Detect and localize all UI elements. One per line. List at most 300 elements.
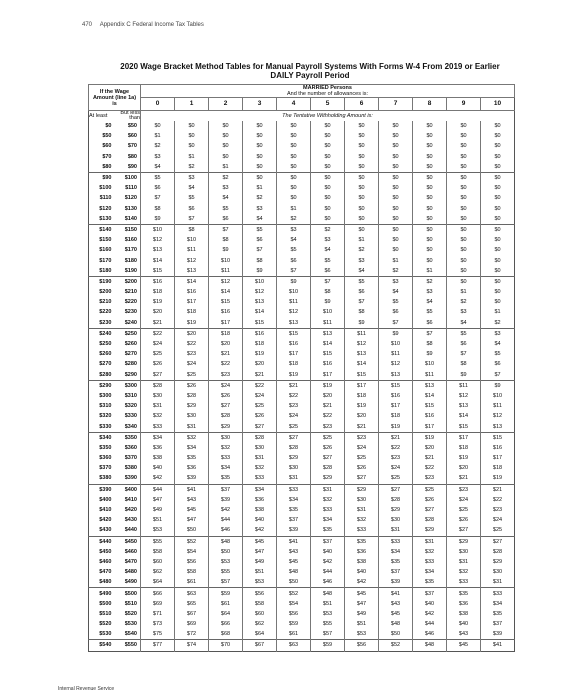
withholding-cell: $12 bbox=[175, 255, 209, 265]
withholding-cell: $0 bbox=[345, 121, 379, 131]
withholding-cell: $48 bbox=[311, 588, 345, 599]
withholding-cell: $11 bbox=[277, 297, 311, 307]
withholding-cell: $3 bbox=[277, 224, 311, 235]
withholding-cell: $7 bbox=[345, 297, 379, 307]
withholding-cell: $15 bbox=[379, 380, 413, 391]
withholding-cell: $1 bbox=[345, 235, 379, 245]
table-row bbox=[89, 183, 515, 193]
table-row bbox=[89, 204, 515, 214]
withholding-cell: $29 bbox=[311, 473, 345, 484]
withholding-cell: $2 bbox=[243, 193, 277, 203]
wage-but-less: $470 bbox=[115, 557, 141, 567]
withholding-cell: $15 bbox=[413, 401, 447, 411]
withholding-cell: $16 bbox=[481, 443, 515, 453]
withholding-cell: $0 bbox=[447, 183, 481, 193]
withholding-cell: $2 bbox=[209, 172, 243, 183]
wage-at-least: $380 bbox=[99, 475, 112, 482]
withholding-cell: $14 bbox=[447, 411, 481, 421]
withholding-cell: $30 bbox=[277, 463, 311, 473]
withholding-cell: $0 bbox=[209, 152, 243, 162]
withholding-cell: $0 bbox=[481, 141, 515, 151]
withholding-cell: $65 bbox=[175, 599, 209, 609]
table-row bbox=[89, 131, 515, 141]
withholding-cell: $27 bbox=[379, 484, 413, 495]
withholding-cell: $0 bbox=[175, 121, 209, 131]
wage-but-less: $420 bbox=[115, 505, 141, 515]
withholding-cell: $44 bbox=[209, 515, 243, 525]
withholding-cell: $31 bbox=[413, 536, 447, 547]
withholding-cell: $18 bbox=[141, 287, 175, 297]
withholding-cell: $42 bbox=[209, 505, 243, 515]
withholding-cell: $12 bbox=[345, 339, 379, 349]
withholding-cell: $15 bbox=[345, 370, 379, 381]
withholding-cell: $1 bbox=[413, 266, 447, 277]
withholding-cell: $20 bbox=[345, 411, 379, 421]
withholding-cell: $0 bbox=[345, 183, 379, 193]
withholding-cell: $18 bbox=[379, 411, 413, 421]
withholding-cell: $19 bbox=[141, 297, 175, 307]
withholding-cell: $25 bbox=[243, 401, 277, 411]
withholding-cell: $36 bbox=[345, 547, 379, 557]
withholding-cell: $33 bbox=[243, 473, 277, 484]
withholding-cell: $61 bbox=[175, 577, 209, 588]
withholding-cell: $19 bbox=[243, 349, 277, 359]
withholding-cell: $29 bbox=[379, 505, 413, 515]
withholding-cell: $22 bbox=[141, 328, 175, 339]
withholding-cell: $0 bbox=[447, 121, 481, 131]
withholding-cell: $44 bbox=[141, 484, 175, 495]
withholding-cell: $28 bbox=[209, 411, 243, 421]
withholding-cell: $21 bbox=[345, 421, 379, 432]
withholding-cell: $0 bbox=[311, 193, 345, 203]
withholding-cell: $0 bbox=[243, 131, 277, 141]
withholding-cell: $7 bbox=[447, 349, 481, 359]
wage-but-less: $80 bbox=[115, 152, 141, 162]
withholding-cell: $25 bbox=[481, 525, 515, 536]
wage-but-less: $350 bbox=[115, 432, 141, 443]
withholding-cell: $0 bbox=[481, 193, 515, 203]
page-footer: Internal Revenue Service bbox=[58, 686, 115, 692]
withholding-cell: $13 bbox=[345, 349, 379, 359]
withholding-cell: $30 bbox=[379, 515, 413, 525]
wage-at-least: $490 bbox=[89, 588, 115, 599]
withholding-cell: $27 bbox=[345, 473, 379, 484]
withholding-cell: $1 bbox=[379, 255, 413, 265]
withholding-cell: $4 bbox=[311, 245, 345, 255]
withholding-cell: $28 bbox=[277, 443, 311, 453]
withholding-cell: $0 bbox=[277, 131, 311, 141]
table-row bbox=[89, 121, 515, 131]
wage-but-less: $310 bbox=[115, 391, 141, 401]
withholding-cell: $53 bbox=[209, 557, 243, 567]
withholding-cell: $22 bbox=[481, 495, 515, 505]
table-row bbox=[89, 453, 515, 463]
withholding-cell: $0 bbox=[447, 204, 481, 214]
wage-at-least: $290 bbox=[89, 380, 115, 391]
withholding-cell: $9 bbox=[243, 266, 277, 277]
withholding-cell: $66 bbox=[209, 619, 243, 629]
withholding-cell: $33 bbox=[345, 525, 379, 536]
withholding-cell: $0 bbox=[413, 141, 447, 151]
withholding-cell: $27 bbox=[209, 401, 243, 411]
withholding-cell: $6 bbox=[175, 204, 209, 214]
withholding-cell: $38 bbox=[243, 505, 277, 515]
withholding-cell: $45 bbox=[379, 609, 413, 619]
withholding-cell: $43 bbox=[379, 599, 413, 609]
withholding-cell: $5 bbox=[481, 349, 515, 359]
withholding-cell: $49 bbox=[141, 505, 175, 515]
withholding-cell: $33 bbox=[311, 505, 345, 515]
withholding-cell: $0 bbox=[311, 141, 345, 151]
wage-at-least: $90 bbox=[89, 172, 115, 183]
table-row bbox=[89, 609, 515, 619]
table-row bbox=[89, 515, 515, 525]
withholding-cell: $18 bbox=[277, 359, 311, 369]
withholding-cell: $59 bbox=[277, 619, 311, 629]
withholding-cell: $0 bbox=[345, 152, 379, 162]
withholding-cell: $0 bbox=[413, 152, 447, 162]
title-line-2: DAILY Payroll Period bbox=[270, 71, 350, 80]
withholding-cell: $0 bbox=[243, 141, 277, 151]
withholding-cell: $13 bbox=[141, 245, 175, 255]
table-row bbox=[89, 432, 515, 443]
page-number: 470 bbox=[82, 22, 93, 28]
wage-at-least: $400 bbox=[99, 496, 112, 503]
withholding-cell: $34 bbox=[141, 432, 175, 443]
withholding-cell: $16 bbox=[141, 276, 175, 287]
withholding-cell: $0 bbox=[175, 131, 209, 141]
withholding-cell: $35 bbox=[277, 505, 311, 515]
withholding-cell: $27 bbox=[413, 505, 447, 515]
withholding-cell: $9 bbox=[379, 328, 413, 339]
at-least-header: At least bbox=[89, 113, 108, 119]
withholding-cell: $0 bbox=[413, 235, 447, 245]
withholding-cell: $26 bbox=[447, 515, 481, 525]
withholding-cell: $28 bbox=[379, 495, 413, 505]
wage-but-less: $380 bbox=[115, 463, 141, 473]
withholding-cell: $0 bbox=[447, 172, 481, 183]
withholding-cell: $39 bbox=[175, 473, 209, 484]
withholding-cell: $20 bbox=[175, 328, 209, 339]
wage-at-least: $190 bbox=[89, 276, 115, 287]
withholding-cell: $25 bbox=[141, 349, 175, 359]
withholding-cell: $11 bbox=[345, 328, 379, 339]
withholding-cell: $0 bbox=[413, 162, 447, 173]
withholding-cell: $25 bbox=[175, 370, 209, 381]
withholding-cell: $24 bbox=[379, 463, 413, 473]
withholding-cell: $27 bbox=[481, 536, 515, 547]
wage-but-less: $300 bbox=[115, 380, 141, 391]
withholding-cell: $46 bbox=[311, 577, 345, 588]
withholding-cell: $0 bbox=[345, 193, 379, 203]
wage-but-less: $70 bbox=[115, 141, 141, 151]
withholding-cell: $1 bbox=[243, 183, 277, 193]
withholding-cell: $18 bbox=[209, 328, 243, 339]
withholding-cell: $47 bbox=[141, 495, 175, 505]
withholding-cell: $34 bbox=[209, 463, 243, 473]
withholding-cell: $0 bbox=[447, 255, 481, 265]
withholding-cell: $7 bbox=[379, 318, 413, 329]
wage-at-least: $100 bbox=[99, 185, 112, 192]
withholding-cell: $16 bbox=[413, 411, 447, 421]
withholding-cell: $26 bbox=[175, 380, 209, 391]
withholding-cell: $0 bbox=[447, 214, 481, 225]
withholding-cell: $35 bbox=[311, 525, 345, 536]
withholding-cell: $53 bbox=[141, 525, 175, 536]
withholding-cell: $0 bbox=[277, 152, 311, 162]
withholding-cell: $9 bbox=[345, 318, 379, 329]
withholding-cell: $18 bbox=[481, 463, 515, 473]
withholding-cell: $3 bbox=[243, 204, 277, 214]
withholding-cell: $0 bbox=[481, 172, 515, 183]
withholding-cell: $32 bbox=[345, 515, 379, 525]
withholding-cell: $29 bbox=[175, 401, 209, 411]
table-row bbox=[89, 443, 515, 453]
withholding-cell: $68 bbox=[209, 629, 243, 640]
withholding-cell: $14 bbox=[311, 339, 345, 349]
withholding-cell: $11 bbox=[175, 245, 209, 255]
withholding-cell: $12 bbox=[243, 287, 277, 297]
wage-but-less: $260 bbox=[115, 339, 141, 349]
withholding-cell: $0 bbox=[447, 245, 481, 255]
wage-at-least: $150 bbox=[99, 237, 112, 244]
withholding-cell: $28 bbox=[413, 515, 447, 525]
withholding-cell: $30 bbox=[243, 443, 277, 453]
table-row bbox=[89, 255, 515, 265]
withholding-cell: $17 bbox=[345, 380, 379, 391]
withholding-cell: $0 bbox=[379, 141, 413, 151]
withholding-cell: $0 bbox=[243, 121, 277, 131]
withholding-cell: $0 bbox=[481, 266, 515, 277]
withholding-cell: $9 bbox=[141, 214, 175, 225]
withholding-cell: $0 bbox=[379, 193, 413, 203]
wage-at-least: $530 bbox=[99, 631, 112, 638]
wage-at-least: $520 bbox=[99, 621, 112, 628]
wage-at-least: $350 bbox=[99, 444, 112, 451]
withholding-cell: $9 bbox=[277, 276, 311, 287]
wage-but-less: $440 bbox=[115, 525, 141, 536]
withholding-cell: $13 bbox=[447, 401, 481, 411]
withholding-cell: $2 bbox=[481, 318, 515, 329]
allowance-col-2: 2 bbox=[209, 98, 243, 111]
wage-at-least: $440 bbox=[89, 536, 115, 547]
withholding-cell: $6 bbox=[243, 235, 277, 245]
withholding-cell: $33 bbox=[413, 557, 447, 567]
withholding-cell: $26 bbox=[413, 495, 447, 505]
wage-at-least: $180 bbox=[99, 267, 112, 274]
withholding-cell: $5 bbox=[379, 297, 413, 307]
wage-at-least: $140 bbox=[89, 224, 115, 235]
withholding-cell: $0 bbox=[379, 235, 413, 245]
withholding-cell: $13 bbox=[481, 421, 515, 432]
withholding-cell: $9 bbox=[209, 245, 243, 255]
withholding-cell: $64 bbox=[209, 609, 243, 619]
withholding-cell: $20 bbox=[311, 391, 345, 401]
withholding-cell: $37 bbox=[413, 588, 447, 599]
allowance-col-7: 7 bbox=[379, 98, 413, 111]
withholding-cell: $69 bbox=[141, 599, 175, 609]
wage-at-least: $280 bbox=[99, 371, 112, 378]
wage-but-less: $140 bbox=[115, 214, 141, 225]
withholding-cell: $29 bbox=[209, 421, 243, 432]
withholding-cell: $19 bbox=[345, 401, 379, 411]
withholding-cell: $62 bbox=[243, 619, 277, 629]
withholding-cell: $18 bbox=[345, 391, 379, 401]
wage-at-least: $110 bbox=[99, 195, 112, 202]
withholding-cell: $20 bbox=[209, 339, 243, 349]
withholding-cell: $58 bbox=[175, 567, 209, 577]
withholding-cell: $60 bbox=[141, 557, 175, 567]
withholding-cell: $19 bbox=[413, 432, 447, 443]
allowances-subheader: And the number of allowances is: bbox=[286, 91, 369, 97]
table-row bbox=[89, 505, 515, 515]
table-row bbox=[89, 473, 515, 484]
table-row bbox=[89, 536, 515, 547]
wage-at-least: $200 bbox=[99, 289, 112, 296]
table-row bbox=[89, 152, 515, 162]
withholding-cell: $33 bbox=[209, 453, 243, 463]
withholding-cell: $17 bbox=[481, 453, 515, 463]
withholding-cell: $0 bbox=[243, 172, 277, 183]
withholding-cell: $38 bbox=[141, 453, 175, 463]
withholding-cell: $28 bbox=[175, 391, 209, 401]
wage-but-less: $170 bbox=[115, 245, 141, 255]
allowance-col-8: 8 bbox=[413, 98, 447, 111]
withholding-cell: $5 bbox=[277, 245, 311, 255]
withholding-cell: $73 bbox=[141, 619, 175, 629]
withholding-cell: $56 bbox=[345, 640, 379, 651]
withholding-cell: $31 bbox=[345, 505, 379, 515]
withholding-cell: $0 bbox=[447, 266, 481, 277]
withholding-cell: $0 bbox=[311, 204, 345, 214]
withholding-cell: $37 bbox=[209, 484, 243, 495]
withholding-cell: $11 bbox=[209, 266, 243, 277]
withholding-cell: $7 bbox=[277, 266, 311, 277]
withholding-cell: $22 bbox=[209, 359, 243, 369]
withholding-cell: $53 bbox=[243, 577, 277, 588]
withholding-cell: $0 bbox=[277, 193, 311, 203]
withholding-cell: $6 bbox=[277, 255, 311, 265]
withholding-cell: $18 bbox=[175, 307, 209, 317]
withholding-cell: $0 bbox=[413, 255, 447, 265]
withholding-cell: $6 bbox=[209, 214, 243, 225]
withholding-cell: $0 bbox=[481, 297, 515, 307]
withholding-cell: $39 bbox=[481, 629, 515, 640]
withholding-cell: $42 bbox=[243, 525, 277, 536]
withholding-cell: $27 bbox=[447, 525, 481, 536]
withholding-cell: $0 bbox=[481, 224, 515, 235]
withholding-cell: $3 bbox=[175, 172, 209, 183]
table-row bbox=[89, 463, 515, 473]
withholding-cell: $8 bbox=[311, 287, 345, 297]
withholding-cell: $24 bbox=[481, 515, 515, 525]
withholding-cell: $0 bbox=[413, 183, 447, 193]
withholding-cell: $16 bbox=[379, 391, 413, 401]
withholding-cell: $32 bbox=[243, 463, 277, 473]
withholding-cell: $26 bbox=[141, 359, 175, 369]
withholding-cell: $0 bbox=[311, 183, 345, 193]
withholding-cell: $0 bbox=[447, 193, 481, 203]
withholding-cell: $19 bbox=[175, 318, 209, 329]
withholding-cell: $23 bbox=[481, 505, 515, 515]
wage-but-less: $410 bbox=[115, 495, 141, 505]
withholding-cell: $0 bbox=[345, 162, 379, 173]
table-row bbox=[89, 141, 515, 151]
withholding-cell: $13 bbox=[379, 370, 413, 381]
wage-but-less: $370 bbox=[115, 453, 141, 463]
withholding-cell: $42 bbox=[413, 609, 447, 619]
wage-at-least: $80 bbox=[102, 163, 112, 170]
withholding-cell: $36 bbox=[141, 443, 175, 453]
withholding-cell: $15 bbox=[447, 421, 481, 432]
withholding-cell: $31 bbox=[311, 484, 345, 495]
withholding-cell: $30 bbox=[447, 547, 481, 557]
withholding-cell: $46 bbox=[209, 525, 243, 536]
withholding-cell: $0 bbox=[481, 214, 515, 225]
withholding-cell: $13 bbox=[277, 318, 311, 329]
withholding-cell: $39 bbox=[209, 495, 243, 505]
withholding-cell: $21 bbox=[379, 432, 413, 443]
withholding-cell: $0 bbox=[311, 152, 345, 162]
withholding-cell: $12 bbox=[277, 307, 311, 317]
withholding-cell: $44 bbox=[413, 619, 447, 629]
withholding-cell: $0 bbox=[277, 121, 311, 131]
withholding-cell: $20 bbox=[141, 307, 175, 317]
wage-but-less: $530 bbox=[115, 619, 141, 629]
withholding-cell: $41 bbox=[277, 536, 311, 547]
wage-at-least: $340 bbox=[89, 432, 115, 443]
wage-but-less: $90 bbox=[115, 162, 141, 173]
withholding-cell: $48 bbox=[413, 640, 447, 651]
withholding-cell: $40 bbox=[311, 547, 345, 557]
withholding-cell: $0 bbox=[379, 245, 413, 255]
withholding-cell: $22 bbox=[277, 391, 311, 401]
withholding-cell: $14 bbox=[413, 391, 447, 401]
withholding-cell: $1 bbox=[447, 287, 481, 297]
withholding-cell: $35 bbox=[413, 577, 447, 588]
withholding-cell: $32 bbox=[413, 547, 447, 557]
withholding-cell: $6 bbox=[447, 339, 481, 349]
withholding-cell: $55 bbox=[311, 619, 345, 629]
withholding-cell: $9 bbox=[311, 297, 345, 307]
withholding-cell: $4 bbox=[413, 297, 447, 307]
withholding-cell: $4 bbox=[447, 318, 481, 329]
withholding-cell: $60 bbox=[243, 609, 277, 619]
withholding-cell: $40 bbox=[345, 567, 379, 577]
withholding-cell: $0 bbox=[481, 287, 515, 297]
withholding-cell: $5 bbox=[141, 172, 175, 183]
wage-at-least: $250 bbox=[99, 341, 112, 348]
withholding-cell: $16 bbox=[311, 359, 345, 369]
withholding-cell: $51 bbox=[141, 515, 175, 525]
wage-but-less: $550 bbox=[115, 640, 141, 651]
wage-but-less: $150 bbox=[115, 224, 141, 235]
wage-but-less: $540 bbox=[115, 629, 141, 640]
withholding-cell: $8 bbox=[209, 235, 243, 245]
withholding-cell: $17 bbox=[175, 297, 209, 307]
withholding-cell: $30 bbox=[481, 567, 515, 577]
withholding-cell: $10 bbox=[311, 307, 345, 317]
withholding-cell: $40 bbox=[141, 463, 175, 473]
withholding-cell: $21 bbox=[141, 318, 175, 329]
withholding-cell: $50 bbox=[209, 547, 243, 557]
withholding-cell: $57 bbox=[311, 629, 345, 640]
wage-at-least: $330 bbox=[99, 423, 112, 430]
withholding-cell: $0 bbox=[345, 141, 379, 151]
withholding-cell: $0 bbox=[209, 141, 243, 151]
withholding-cell: $7 bbox=[413, 328, 447, 339]
withholding-cell: $9 bbox=[413, 349, 447, 359]
